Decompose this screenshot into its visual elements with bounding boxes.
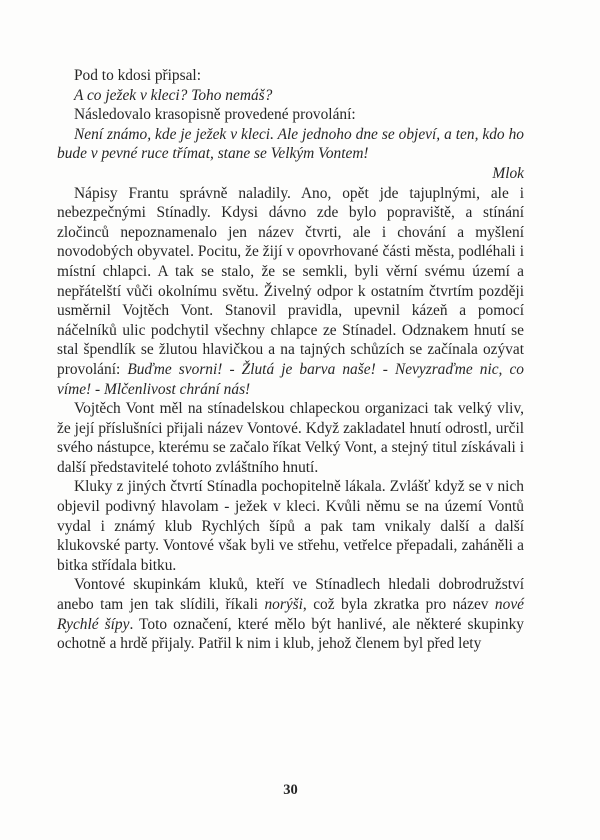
paragraph-4-text-b: , což byla zkratka pro název: [302, 596, 495, 614]
paragraph-4-text-a: Vontové skupinkám kluků, kteří ve Stínadlech hledali dobrodružství anebo tam jen tak slídili, říkali: [57, 576, 524, 614]
page-number: 30: [283, 782, 298, 798]
body-text: [57, 184, 524, 654]
quote-attribution: Mlok: [492, 164, 524, 182]
handwritten-note: A co ježek v kleci? Toho nemáš?: [74, 86, 273, 104]
paragraph-4-text-c: . Toto označení, které mělo být hanlivé, ale některé skupinky ochotně a hrdě přijaly. Patřil k nim i klub, jehož členem byl před lety: [57, 615, 524, 653]
paragraph-3: Kluky z jiných čtvrtí Stínadla pochopitelně lákala. Zvlášť když se v nich objevil podivný hlavolam - ježek v kleci. Kvůli němu se na území Vontů vydal i známý klub Rychlých šípů a pak tam vnikaly další a další klukovské party. Vontové však byli ve střehu, vetřelce přepadali, zaháněli a bitka střídala bitku.: [57, 478, 524, 574]
intro-line-1: Pod to kdosi připsal:: [74, 67, 201, 84]
paragraph-4-nove-rychle-sipy-italic: nové Rychlé šípy: [57, 596, 524, 633]
paragraph-1-text: Nápisy Frantu správně naladily. Ano, opět jde tajuplnými, ale i nebezpečnými Stínadly. Kdysi dávno zde bylo popraviště, a stínání zločinců nepoznamenalo jen název čtvrti, ale i chování a myšlení novodobých obyvatel. Pocitu, že žijí v opovrhované části města, podléhali i místní chlapci. A tak se stalo, že se semkli, byli věrní svému území a nepřátelští vůči okolnímu světu. Živelný odpor k ostatním čtvrtím později usměrnil Vojtěch Vont. Stanovil pravidla, upevnil kázeň a pomocí náčelníků ulic podchytil všechny chlapce ze Stínadel. Odznakem hnutí se stal špendlík se žlutou hlavičkou a na tajných schůzích se začínala ozývat provolání:: [57, 184, 524, 378]
proclamation-quote: Není známo, kde je ježek v kleci. Ale jednoho dne se objeví, a ten, kdo ho bude v pevné ruce třímat, stane se Velkým Vontem!: [57, 125, 524, 163]
paragraph-4-noryši-italic: norýši: [264, 596, 303, 614]
intro-line-2: Následovalo krasopisně provedené provolání:: [74, 106, 356, 124]
page-text-column: [57, 66, 524, 654]
paragraph-1: [57, 184, 524, 400]
paragraph-4: [57, 575, 524, 653]
page-footer: [57, 781, 524, 799]
paragraph-2: Vojtěch Vont měl na stínadelskou chlapeckou organizaci tak velký vliv, že její příslušníci přijali název Vontové. Když zakladatel hnutí odrostl, určil svého nástupce, kterému se začalo říkat Velký Vont, a stejný titul získávali i další představitelé tohoto zvláštního hnutí.: [57, 400, 524, 476]
paragraph-1-proclamations-italic: Buďme svorni! - Žlutá je barva naše! - Nevyzraďme nic, co víme! - Mlčenlivost chrání nás!: [57, 360, 524, 398]
